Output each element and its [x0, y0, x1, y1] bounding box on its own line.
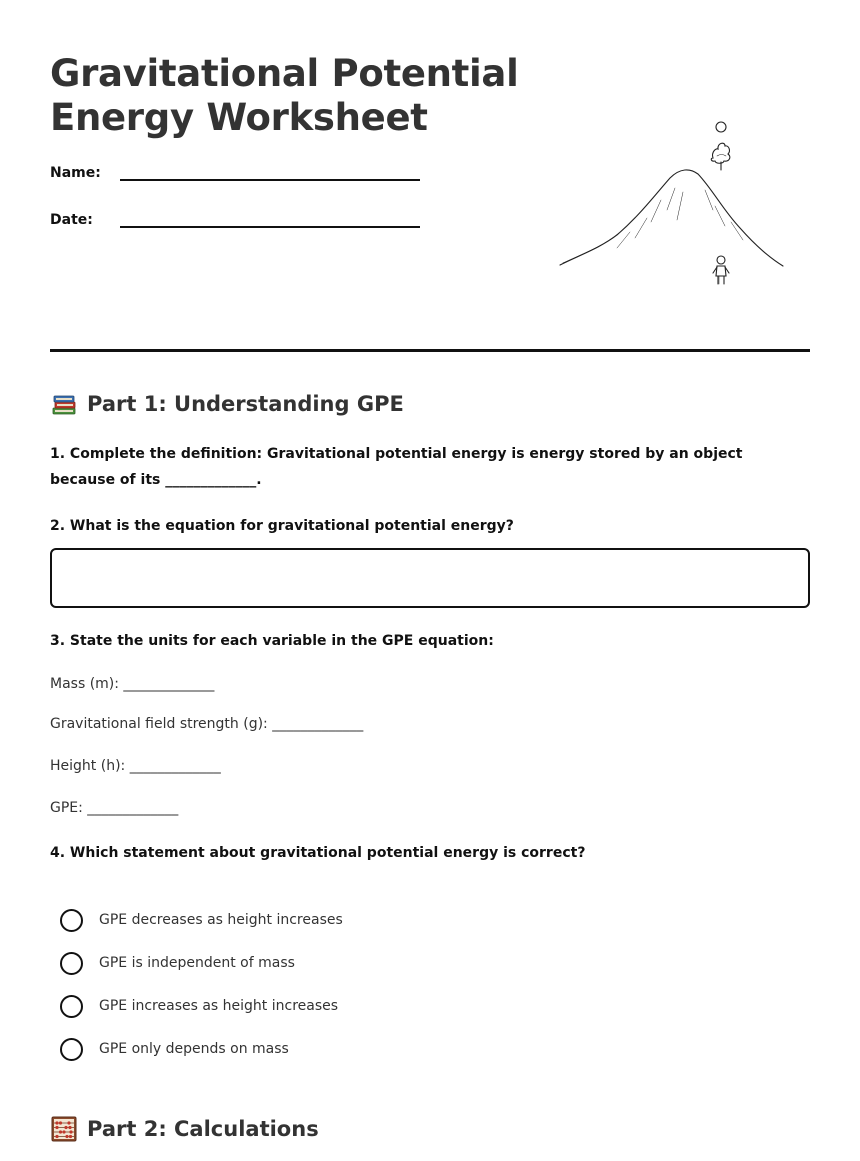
books-icon [50, 390, 78, 418]
option-3[interactable] [60, 993, 338, 1019]
part1-heading-text: Part 1: Understanding GPE [87, 392, 404, 416]
option-2-label: GPE is independent of mass [99, 955, 295, 971]
part2-heading [50, 1115, 319, 1143]
option-2-radio[interactable] [60, 952, 83, 975]
unit-height: Height (h): _____________ [50, 758, 221, 774]
name-label: Name: [50, 165, 101, 181]
unit-gpe: GPE: _____________ [50, 800, 179, 816]
worksheet-title: Gravitational Potential Energy Worksheet [50, 52, 519, 139]
option-3-label: GPE increases as height increases [99, 998, 339, 1014]
date-input-line[interactable] [120, 226, 420, 228]
date-field-row [50, 212, 420, 236]
question-3: 3. State the units for each variable in the GPE equation: [50, 633, 494, 649]
header-divider [50, 349, 810, 352]
hill-illustration [555, 110, 795, 290]
option-1-label: GPE decreases as height increases [99, 912, 343, 928]
part2-heading-text: Part 2: Calculations [87, 1117, 319, 1141]
unit-gravitational-field-strength: Gravitational field strength (g): _____________ [50, 716, 364, 732]
name-field-row [50, 165, 420, 189]
part1-heading [50, 390, 404, 418]
name-input-line[interactable] [120, 179, 420, 181]
option-2[interactable] [60, 950, 295, 976]
option-1-radio[interactable] [60, 909, 83, 932]
equation-answer-box[interactable] [50, 548, 810, 608]
date-label: Date: [50, 212, 93, 228]
option-4[interactable] [60, 1036, 289, 1062]
question-4: 4. Which statement about gravitational potential energy is correct? [50, 845, 586, 861]
abacus-icon [50, 1115, 78, 1143]
question-1: 1. Complete the definition: Gravitational potential energy is energy stored by an object because of its _____________. [50, 446, 743, 488]
option-4-label: GPE only depends on mass [99, 1041, 289, 1057]
option-4-radio[interactable] [60, 1038, 83, 1061]
option-1[interactable] [60, 907, 343, 933]
unit-mass: Mass (m): _____________ [50, 676, 215, 692]
question-2: 2. What is the equation for gravitational potential energy? [50, 518, 514, 534]
option-3-radio[interactable] [60, 995, 83, 1018]
